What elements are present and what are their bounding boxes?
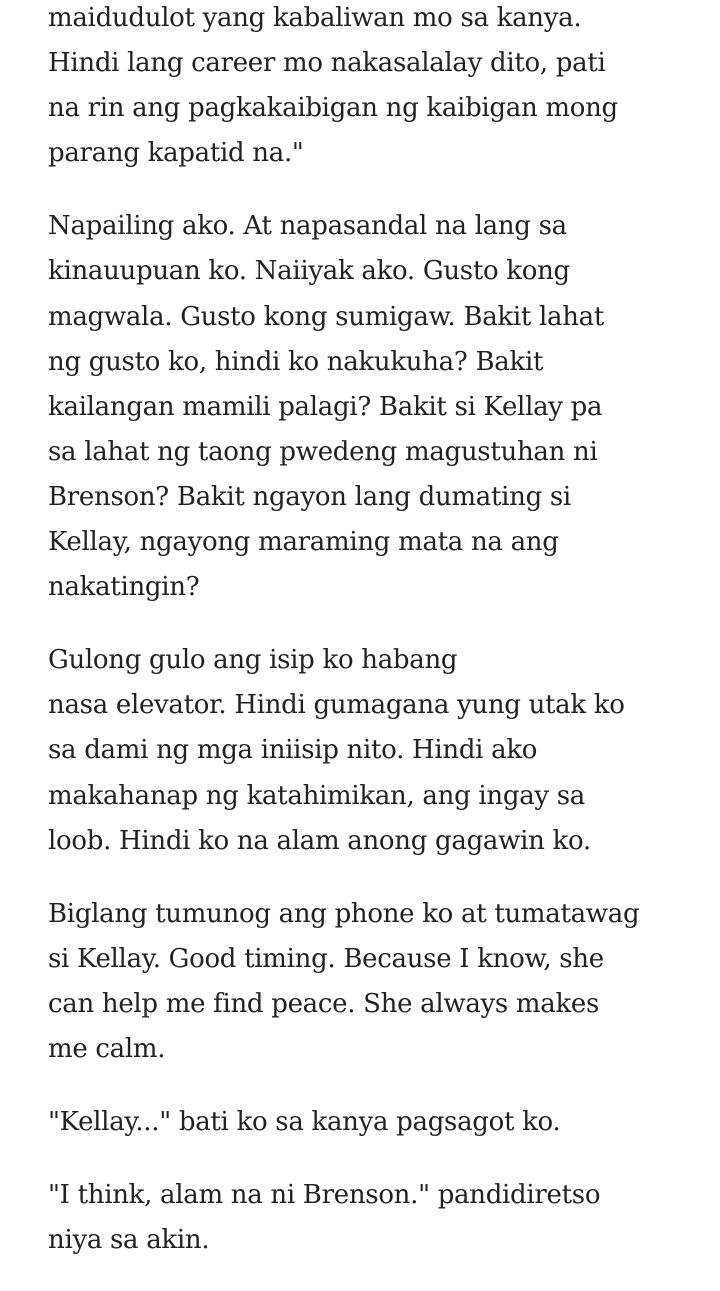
paragraph: "I think, alam na ni Brenson." pandidiretso niya sa akin. <box>48 1180 601 1256</box>
paragraph: Gulong gulo ang isip ko habang nasa elevator. Hindi gumagana yung utak ko sa dami ng mga iniisip nito. Hindi ako makahanap ng katahimikan, ang ingay sa loob. Hindi ko na alam anong gagawin ko. <box>48 645 625 856</box>
paragraph: maidudulot yang kabaliwan mo sa kanya. Hindi lang career mo nakasalalay dito, pati na rin ang pagkakaibigan ng kaibigan mong parang kapatid na." <box>48 3 618 169</box>
paragraph: Biglang tumunog ang phone ko at tumatawag si Kellay. Good timing. Because I know, she can help me find peace. She always makes me calm. <box>48 898 640 1064</box>
story-text <box>48 0 688 1291</box>
paragraph: Napailing ako. At napasandal na lang sa kinauupuan ko. Naiiyak ako. Gusto kong magwala. Gusto kong sumigaw. Bakit lahat ng gusto ko, hindi ko nakukuha? Bakit kailangan mamili palagi? Bakit si Kellay pa sa lahat ng taong pwedeng magustuhan ni Brenson? Bakit ngayon lang dumating si Kellay, ngayong maraming mata na ang nakatingin? <box>48 211 604 603</box>
paragraph: "Kellay..." bati ko sa kanya pagsagot ko. <box>48 1107 561 1138</box>
